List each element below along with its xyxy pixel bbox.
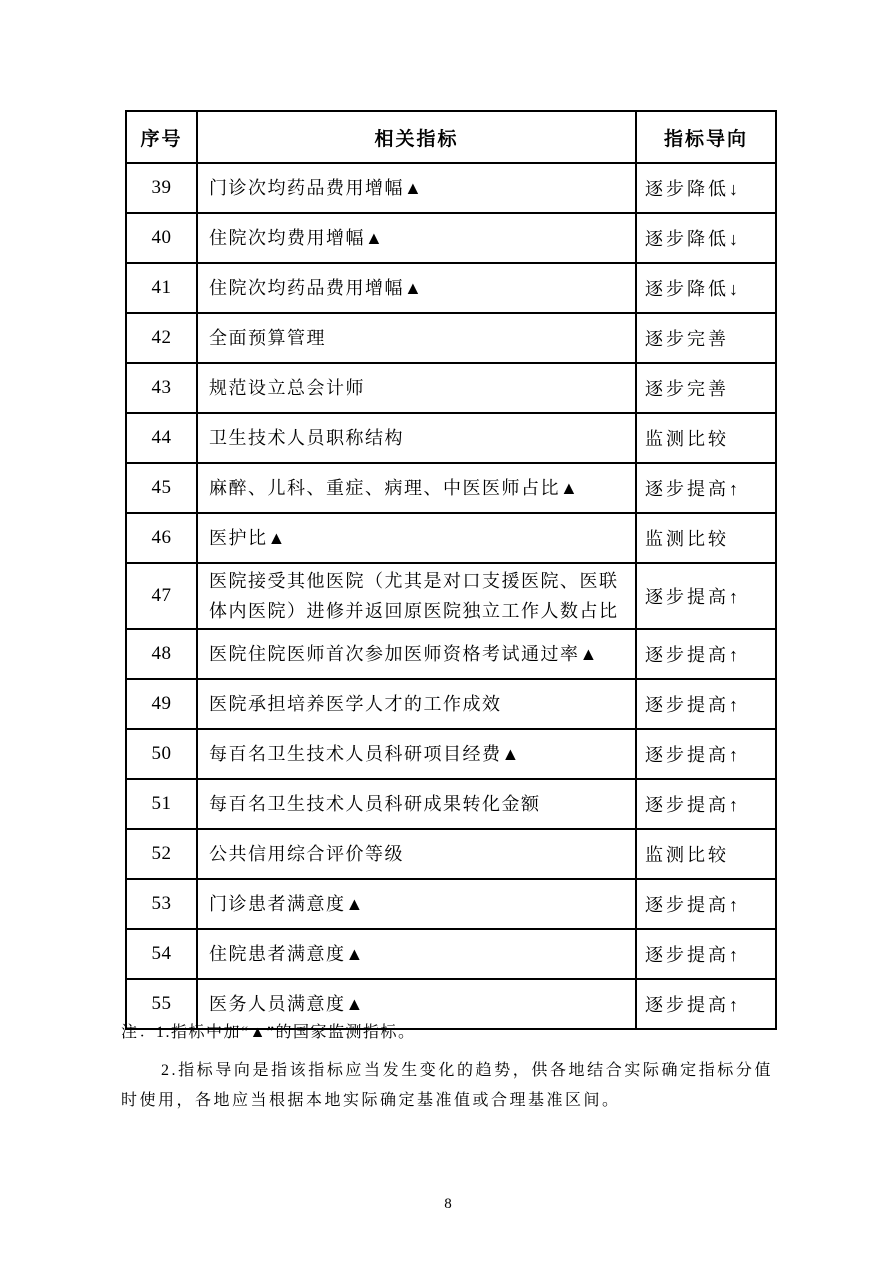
note-2: 2.指标导向是指该指标应当发生变化的趋势，供各地结合实际确定指标分值时使用，各地应当根据本地实际确定基准值或合理基准区间。 <box>121 1062 773 1109</box>
indicator-cell: 住院患者满意度▲ <box>197 929 636 979</box>
direction-cell: 逐步提高↑ <box>636 979 776 1029</box>
row-number-cell: 46 <box>126 513 197 563</box>
indicator-cell: 门诊次均药品费用增幅▲ <box>197 163 636 213</box>
row-number-cell: 41 <box>126 263 197 313</box>
table-row <box>126 513 776 563</box>
indicator-cell: 卫生技术人员职称结构 <box>197 413 636 463</box>
indicator-cell: 全面预算管理 <box>197 313 636 363</box>
direction-cell: 逐步提高↑ <box>636 463 776 513</box>
indicator-cell: 麻醉、儿科、重症、病理、中医医师占比▲ <box>197 463 636 513</box>
table-row <box>126 779 776 829</box>
direction-cell: 监测比较 <box>636 829 776 879</box>
table-row <box>126 463 776 513</box>
table-row <box>126 829 776 879</box>
indicator-cell: 医院住院医师首次参加医师资格考试通过率▲ <box>197 629 636 679</box>
table-row <box>126 413 776 463</box>
direction-cell: 逐步降低↓ <box>636 263 776 313</box>
row-number-cell: 43 <box>126 363 197 413</box>
row-number-cell: 44 <box>126 413 197 463</box>
row-number-cell: 52 <box>126 829 197 879</box>
row-number-cell: 39 <box>126 163 197 213</box>
table-row <box>126 563 776 629</box>
direction-cell: 监测比较 <box>636 413 776 463</box>
direction-cell: 逐步提高↑ <box>636 929 776 979</box>
notes-section <box>121 1018 773 1116</box>
direction-cell: 逐步完善 <box>636 313 776 363</box>
indicator-table <box>125 110 777 1030</box>
table-row <box>126 263 776 313</box>
direction-cell: 逐步提高↑ <box>636 729 776 779</box>
indicator-cell: 医院承担培养医学人才的工作成效 <box>197 679 636 729</box>
header-related-indicator: 相关指标 <box>197 111 636 163</box>
direction-cell: 逐步提高↑ <box>636 679 776 729</box>
row-number-cell: 49 <box>126 679 197 729</box>
direction-cell: 逐步降低↓ <box>636 163 776 213</box>
indicator-cell: 医护比▲ <box>197 513 636 563</box>
indicator-cell: 医务人员满意度▲ <box>197 979 636 1029</box>
header-indicator-direction: 指标导向 <box>636 111 776 163</box>
indicator-cell: 每百名卫生技术人员科研项目经费▲ <box>197 729 636 779</box>
table-row <box>126 729 776 779</box>
row-number-cell: 40 <box>126 213 197 263</box>
row-number-cell: 53 <box>126 879 197 929</box>
page-number: 8 <box>444 1196 452 1212</box>
direction-cell: 监测比较 <box>636 513 776 563</box>
table-body <box>126 163 776 1029</box>
table-row <box>126 629 776 679</box>
table-row <box>126 163 776 213</box>
direction-cell: 逐步提高↑ <box>636 879 776 929</box>
row-number-cell: 48 <box>126 629 197 679</box>
direction-cell: 逐步提高↑ <box>636 779 776 829</box>
indicator-cell: 公共信用综合评价等级 <box>197 829 636 879</box>
row-number-cell: 51 <box>126 779 197 829</box>
header-serial-number: 序号 <box>126 111 197 163</box>
indicator-cell: 住院次均药品费用增幅▲ <box>197 263 636 313</box>
direction-cell: 逐步提高↑ <box>636 563 776 629</box>
table-row <box>126 679 776 729</box>
row-number-cell: 47 <box>126 563 197 629</box>
direction-cell: 逐步完善 <box>636 363 776 413</box>
row-number-cell: 55 <box>126 979 197 1029</box>
table-row <box>126 313 776 363</box>
table-row <box>126 879 776 929</box>
row-number-cell: 54 <box>126 929 197 979</box>
row-number-cell: 42 <box>126 313 197 363</box>
table-row <box>126 213 776 263</box>
indicator-cell: 门诊患者满意度▲ <box>197 879 636 929</box>
table-header-row <box>126 111 776 163</box>
direction-cell: 逐步降低↓ <box>636 213 776 263</box>
table-row <box>126 363 776 413</box>
table-row <box>126 929 776 979</box>
indicator-cell: 住院次均费用增幅▲ <box>197 213 636 263</box>
row-number-cell: 50 <box>126 729 197 779</box>
row-number-cell: 45 <box>126 463 197 513</box>
direction-cell: 逐步提高↑ <box>636 629 776 679</box>
indicator-cell: 医院接受其他医院（尤其是对口支援医院、医联体内医院）进修并返回原医院独立工作人数占比 <box>197 563 636 629</box>
indicator-cell: 规范设立总会计师 <box>197 363 636 413</box>
indicator-cell: 每百名卫生技术人员科研成果转化金额 <box>197 779 636 829</box>
note-1: 注：1.指标中加“▲”的国家监测指标。 <box>121 1024 416 1041</box>
